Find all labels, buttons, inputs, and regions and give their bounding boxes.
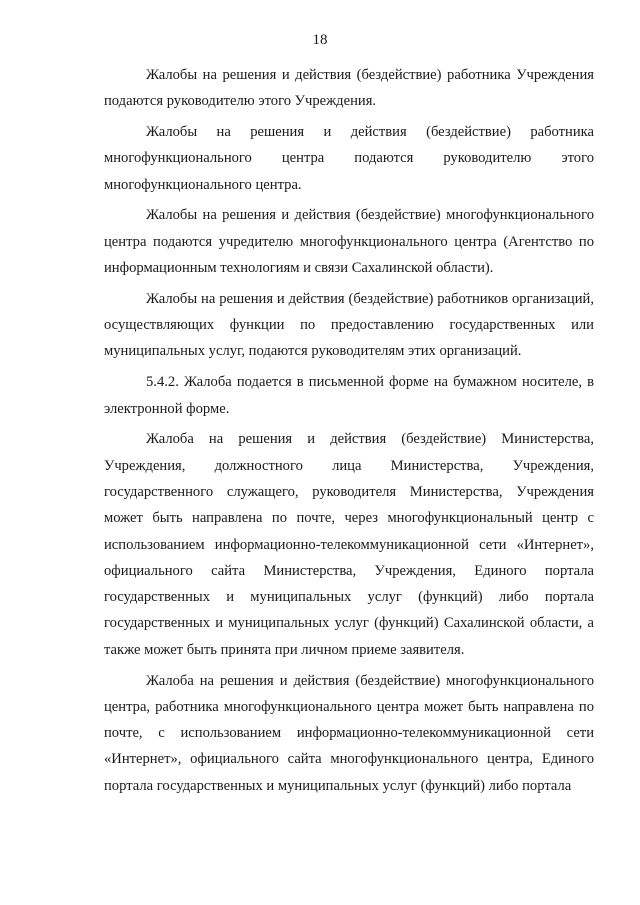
paragraph-complaints-organizations: Жалобы на решения и действия (бездействие) работников организаций, осуществляющих функции по предоставлению государственных или муниципальных услуг, подаются руководителям этих организаций.: [104, 290, 594, 360]
paragraph-complaint-mfc-submission: Жалоба на решения и действия (бездействие) многофункционального центра, работника многофункционального центра может быть направлена по почте, с использованием информационно-телекоммуникационной сети «Интернет», официального сайта многофункционального центра, Единого портала государственных и муниципальных услуг (функций) либо портала: [104, 672, 594, 794]
page-number: 18: [312, 32, 328, 48]
document-body: [104, 62, 594, 804]
paragraph-section-5-4-2: 5.4.2. Жалоба подается в письменной форме на бумажном носителе, в электронной форме.: [104, 374, 594, 417]
paragraph-complaint-ministry-submission: Жалоба на решения и действия (бездействие) Министерства, Учреждения, должностного лица Министерства, Учреждения, государственного служащего, руководителя Министерства, Учреждения может быть направлена по почте, через многофункциональный центр с использованием информационно-телекоммуникационной сети «Интернет», официального сайта Министерства, Учреждения, Единого портала государственных и муниципальных услуг (функций) либо портала государственных и муниципальных услуг (функций) Сахалинской области, а также может быть принята при личном приеме заявителя.: [104, 431, 594, 658]
paragraph-complaints-mfc-employee: Жалобы на решения и действия (бездействие) работника многофункционального центра подаются руководителю этого многофункционального центра.: [104, 124, 594, 193]
paragraph-complaints-institution-employee: Жалобы на решения и действия (бездействие) работника Учреждения подаются руководителю этого Учреждения.: [104, 67, 594, 110]
paragraph-complaints-mfc: Жалобы на решения и действия (бездействие) многофункционального центра подаются учредителю многофункционального центра (Агентство по информационным технологиям и связи Сахалинской области).: [104, 207, 594, 277]
